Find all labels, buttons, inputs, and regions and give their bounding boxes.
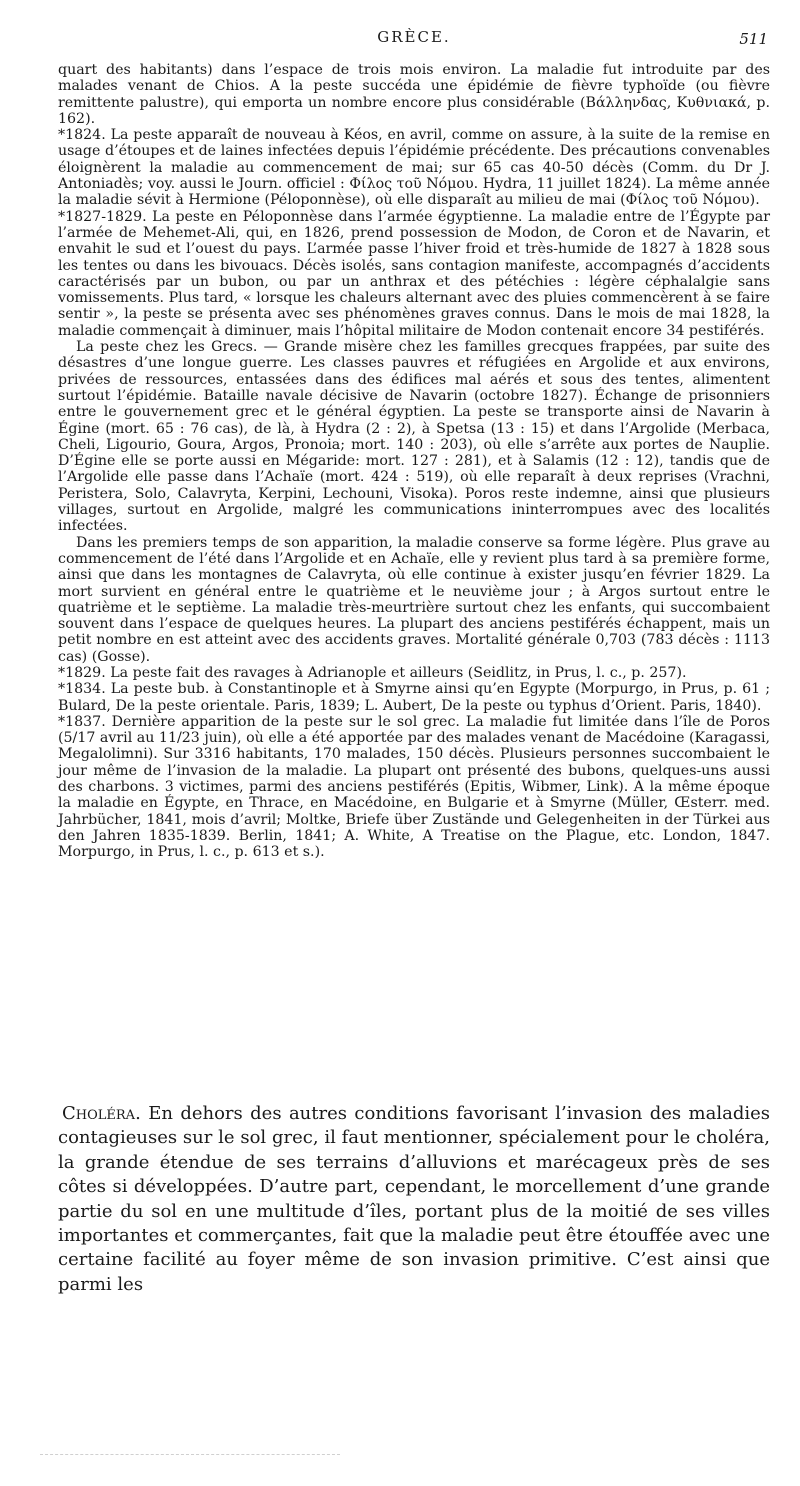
entry-1827-1829: *1827-1829. La peste en Péloponnèse dans l’armée égyptienne. La maladie entre de l’Égypte par l’armée de Mehemet-Ali, qui, en 1826, prend possession de Modon, de Coron et de Navarin, et envahit le sud et l’ouest du pays. L’armée passe l’hiver froid et très-humide de 1827 à 1828 sous les tentes ou dans les bivouacs. Décès isolés, sans contagion manifeste, accompagnés d’accidents caractérisés par un bubon, ou par un anthrax et des pétéchies : légère céphalalgie sans vomissements. Plus tard, « lorsque les chaleurs alternant avec des pluies commencèrent à se faire sentir », la peste se présenta avec ses phénomènes graves connus. Dans le mois de mai 1828, la maladie commençait à diminuer, mais l’hôpital militaire de Modon contenait encore 34 pestiférés. (58, 208, 770, 339)
page-header (60, 28, 768, 50)
entry-1829: *1829. La peste fait des ravages à Adrianople et ailleurs (Seidlitz, in Prus, l. c., p. 257). (58, 664, 687, 681)
paragraph-apparition: Dans les premiers temps de son apparition, la maladie conserve sa forme légère. Plus grave au commencement de l’été dans l’Argolide et en Achaïe, elle y revient plus tard à sa première forme, ainsi que dans les montagnes de Calavryta, où elle continue à exister jusqu’en février 1829. La mort survient en général entre le quatrième et le neuvième jour ; à Argos surtout entre le quatrième et le septième. La maladie très-meurtrière surtout chez les enfants, qui succombaient souvent dans l’espace de quelques heures. La plupart des anciens pestiférés échappent, mais un petit nombre en est atteint avec des accidents graves. Mortalité générale 0,703 (783 décès : 1113 cas) (Gosse). (58, 534, 770, 665)
cholera-section (58, 1102, 770, 1297)
entry-1837: *1837. Dernière apparition de la peste sur le sol grec. La maladie fut limitée dans l’île de Poros (5/17 avril au 11/23 juin), où elle a été apportée par des malades venant de Macédoine (Karagassi, Megalolimni). Sur 3316 habitants, 170 malades, 150 décès. Plusieurs personnes succombaient le jour même de l’invasion de la maladie. La plupart ont présenté des bubons, quelques-uns aussi des charbons. 3 victimes, parmi des anciens pestiférés (Epitis, Wibmer, Link). A la même époque la maladie en Égypte, en Thrace, en Macédoine, en Bulgarie et à Smyrne (Müller, Œsterr. med. Jahrbücher, 1841, mois d’avril; Moltke, Briefe über Zustände und Gelegenheiten in der Türkei aus den Jahren 1835-1839. Berlin, 1841; A. White, A Treatise on the Plague, etc. London, 1847. Morpurgo, in Prus, l. c., p. 613 et s.). (58, 713, 770, 861)
page-number: 511 (739, 30, 768, 48)
running-title: GRÈCE. (377, 28, 451, 46)
cholera-heading: Choléra. (62, 1103, 141, 1124)
footer-rule (40, 1454, 340, 1455)
cholera-text: En dehors des autres conditions favorisant l’invasion des maladies contagieuses sur le sol grec, il faut mentionner, spécialement pour le choléra, la grande étendue de ses terrains d’alluvions et marécageux près de ses côtes si développées. D’autre part, cependant, le morcellement d’une grande partie du sol en une multitude d’îles, portant plus de la moitié de ses villes importantes et commerçantes, fait que la maladie peut être étouffée avec une certaine facilité au foyer même de son invasion primitive. C’est ainsi que parmi les (58, 1103, 770, 1295)
paragraph-peste-chez-les-grecs: La peste chez les Grecs. — Grande misère chez les familles grecques frappées, par suite des désastres d’une longue guerre. Les classes pauvres et réfugiées en Argolide et aux environs, privées de ressources, entassées dans des édifices mal aérés et sous des tentes, alimentent surtout l’épidémie. Bataille navale décisive de Navarin (octobre 1827). Échange de prisonniers entre le gouvernement grec et le général égyptien. La peste se transporte ainsi de Navarin à Égine (mort. 65 : 76 cas), de là, à Hydra (2 : 2), à Spetsa (13 : 15) et dans l’Argolide (Merbaca, Cheli, Ligourio, Goura, Argos, Pronoia; mort. 140 : 203), où elle s’arrête aux portes de Nauplie. D’Égine elle se porte aussi en Mégaride: mort. 127 : 281), et à Salamis (12 : 12), tandis que de l’Argolide elle passe dans l’Achaïe (mort. 424 : 519), où elle reparaît à deux reprises (Vrachni, Peristera, Solo, Calavryta, Kerpini, Lechouni, Visoka). Poros reste indemne, ainsi que plusieurs villages, surtout en Argolide, malgré les communications ininterrompues avec des localités infectées. (58, 339, 770, 535)
cholera-paragraph (58, 1102, 770, 1297)
entry-1824: *1824. La peste apparaît de nouveau à Kéos, en avril, comme on assure, à la suite de la remise en usage d’étoupes et de laines infectées depuis l’épidémie précédente. Des précautions convenables éloignèrent la maladie au commencement de mai; sur 65 cas 40-50 décès (Comm. du Dr J. Antoniadès; voy. aussi le Journ. officiel : Φίλος τοῦ Νόμου. Hydra, 11 juillet 1824). La même année la maladie sévit à Hermione (Péloponnèse), où elle disparaît au milieu de mai (Φίλος τοῦ Νόμου). (58, 127, 770, 209)
paragraph-continuation: quart des habitants) dans l’espace de trois mois environ. La maladie fut introduite par des malades venant de Chios. A la peste succéda une épidémie de fièvre typhoïde (ou fièvre remittente palustre), qui emporta un nombre encore plus considérable (Βάλληνδας, Κυθνιακά, p. 162). (58, 62, 770, 127)
entry-1834: *1834. La peste bub. à Constantinople et à Smyrne ainsi qu’en Egypte (Morpurgo, in Prus, p. 61 ; Bulard, De la peste orientale. Paris, 1839; L. Aubert, De la peste ou typhus d’Orient. Paris, 1840). (58, 681, 770, 714)
main-text (58, 62, 770, 861)
